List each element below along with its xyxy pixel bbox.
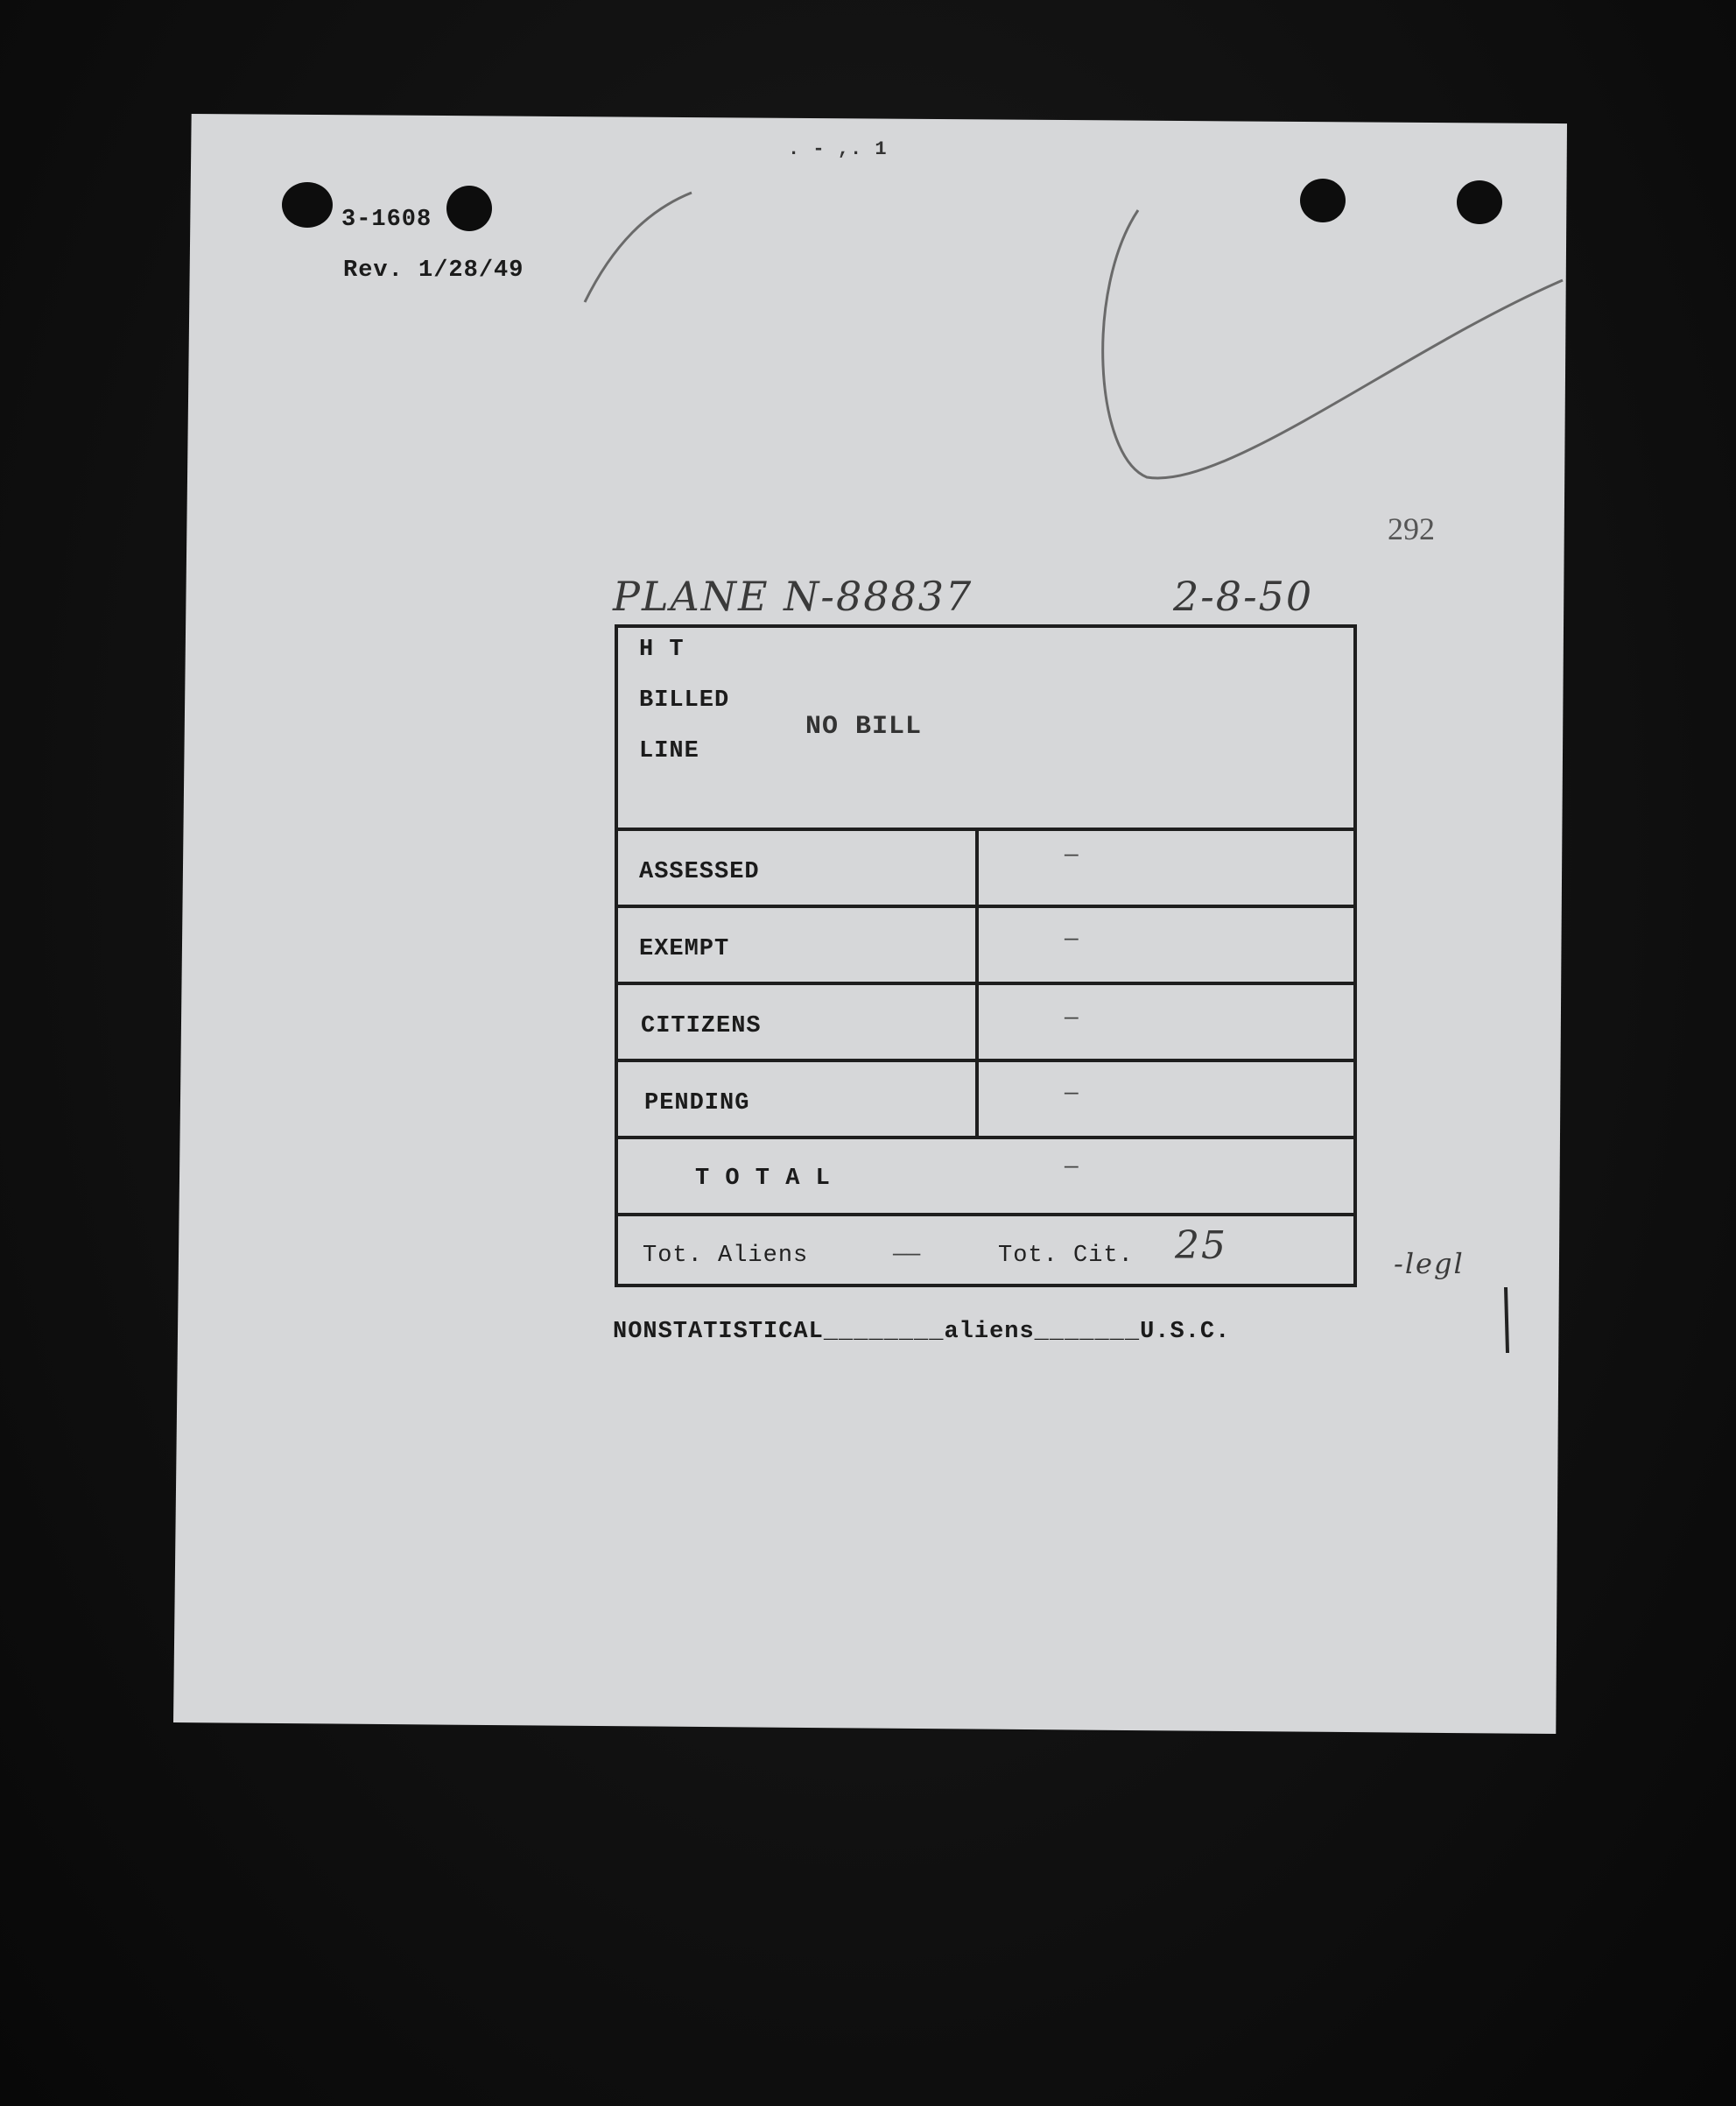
divider-line [618, 982, 1353, 985]
value-assessed: — [1065, 842, 1079, 868]
value-pending: — [1065, 1080, 1079, 1106]
column-divider [975, 828, 979, 1139]
form-number: 3-1608 [341, 207, 432, 233]
side-note-handwritten: -legl [1394, 1247, 1465, 1280]
divider-line [618, 1213, 1353, 1216]
label-billed: BILLED [639, 687, 730, 714]
label-total: T O T A L [695, 1166, 831, 1192]
value-tot-aliens: —— [893, 1241, 921, 1267]
date-handwritten: 2-8-50 [1173, 573, 1314, 620]
plane-number-handwritten: PLANE N-88837 [613, 573, 973, 620]
form-revision: Rev. 1/28/49 [343, 257, 524, 284]
divider-line [618, 828, 1353, 831]
label-assessed: ASSESSED [639, 859, 760, 885]
label-pending: PENDING [644, 1090, 750, 1116]
divider-line [618, 1059, 1353, 1062]
value-citizens: — [1065, 1004, 1079, 1031]
label-ht: H T [639, 637, 685, 663]
value-tot-cit-handwritten: 25 [1175, 1223, 1227, 1268]
label-line: LINE [639, 738, 699, 764]
value-total: — [1065, 1153, 1079, 1180]
nonstatistical-line: NONSTATISTICAL________aliens_______U.S.C. [613, 1319, 1231, 1345]
no-bill-stamp: NO BILL [805, 712, 923, 742]
label-tot-cit: Tot. Cit. [998, 1243, 1134, 1269]
top-marks: . - ,. 1 [788, 138, 888, 160]
divider-line [618, 905, 1353, 908]
divider-line [618, 1136, 1353, 1139]
label-citizens: CITIZENS [641, 1013, 762, 1039]
value-exempt: — [1065, 926, 1079, 952]
manifest-form-table [615, 624, 1357, 1287]
label-exempt: EXEMPT [639, 936, 730, 962]
page-number: 292 [1388, 511, 1435, 546]
label-tot-aliens: Tot. Aliens [643, 1243, 809, 1269]
